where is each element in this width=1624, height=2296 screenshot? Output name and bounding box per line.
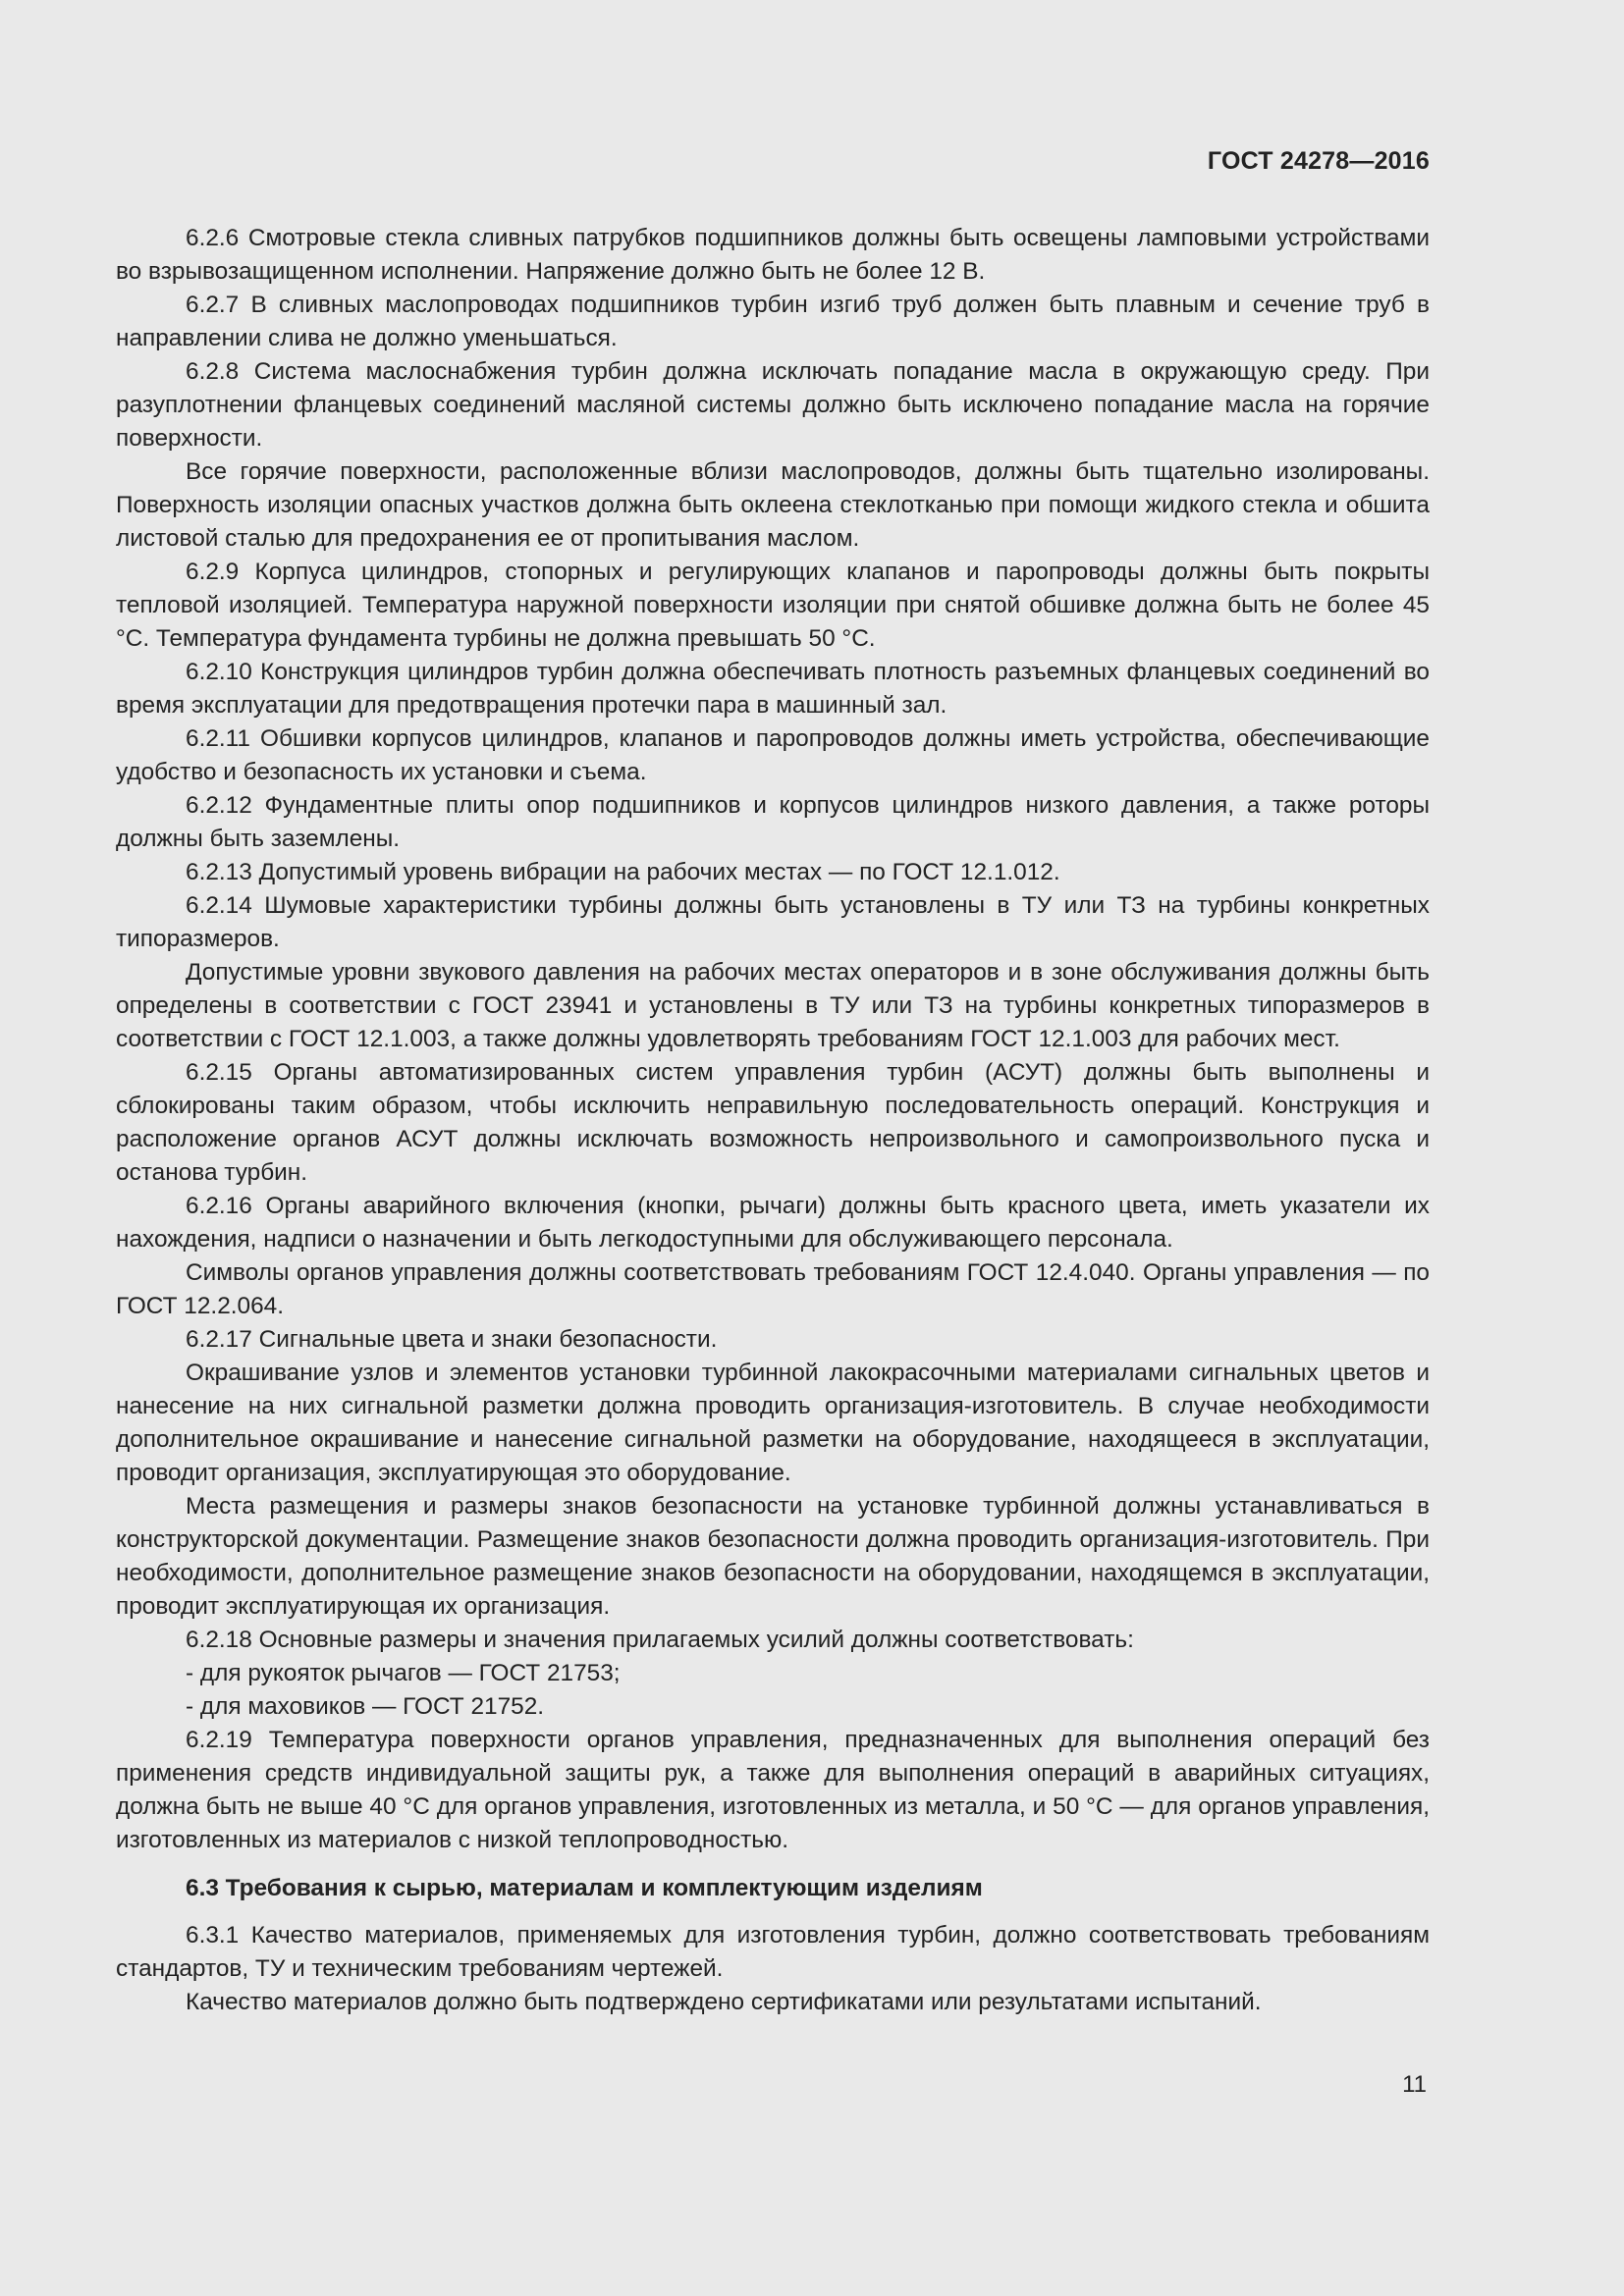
paragraph: 6.2.10 Конструкция цилиндров турбин должна обеспечивать плотность разъемных фланцевых соединений во время эксплуатации для предотвращения протечки пара в машинный зал. bbox=[116, 659, 1430, 719]
paragraph: Качество материалов должно быть подтверждено сертификатами или результатами испытаний. bbox=[186, 1989, 1262, 2015]
paragraph: 6.2.12 Фундаментные плиты опор подшипников и корпусов цилиндров низкого давления, а также роторы должны быть заземлены. bbox=[116, 792, 1430, 852]
paragraph: 6.2.19 Температура поверхности органов управления, предназначенных для выполнения операций без применения средств индивидуальной защиты рук, а также для выполнения операций в аварийных ситуациях, должна быть не выше 40 °С для органов управления, изготовленных из металла, и 50 °С — для органов управления, изготовленных из материалов с низкой теплопроводностью. bbox=[116, 1727, 1430, 1853]
document-body bbox=[116, 222, 1430, 2019]
page-number: 11 bbox=[1402, 2071, 1427, 2098]
paragraph: Окрашивание узлов и элементов установки турбинной лакокрасочными материалами сигнальных цветов и нанесение на них сигнальной разметки должна проводить организация-изготовитель. В случае необходимости дополнительное окрашивание и нанесение сигнальной разметки на оборудование, находящееся в эксплуатации, проводит организация, эксплуатирующая это оборудование. bbox=[116, 1360, 1430, 1486]
list-item: - для рукояток рычагов — ГОСТ 21753; bbox=[186, 1660, 621, 1686]
document-code-header: ГОСТ 24278—2016 bbox=[1207, 147, 1430, 175]
paragraph: 6.2.14 Шумовые характеристики турбины должны быть установлены в ТУ или ТЗ на турбины конкретных типоразмеров. bbox=[116, 892, 1430, 952]
paragraph: 6.2.18 Основные размеры и значения прилагаемых усилий должны соответствовать: bbox=[186, 1627, 1134, 1653]
paragraph: Места размещения и размеры знаков безопасности на установке турбинной должны устанавливаться в конструкторской документации. Размещение знаков безопасности должна проводить организация-изготовитель. При необходимости, дополнительное размещение знаков безопасности на оборудовании, находящемся в эксплуатации, проводит эксплуатирующая их организация. bbox=[116, 1493, 1430, 1620]
paragraph: 6.3.1 Качество материалов, применяемых для изготовления турбин, должно соответствовать требованиям стандартов, ТУ и техническим требованиям чертежей. bbox=[116, 1922, 1430, 1982]
paragraph: 6.2.8 Система маслоснабжения турбин должна исключать попадание масла в окружающую среду. При разуплотнении фланцевых соединений масляной системы должно быть исключено попадание масла на горячие поверхности. bbox=[116, 358, 1430, 452]
paragraph: 6.2.7 В сливных маслопроводах подшипников турбин изгиб труб должен быть плавным и сечение труб в направлении слива не должно уменьшаться. bbox=[116, 292, 1430, 351]
section-heading: 6.3 Требования к сырью, материалам и комплектующим изделиям bbox=[186, 1875, 983, 1901]
paragraph: 6.2.11 Обшивки корпусов цилиндров, клапанов и паропроводов должны иметь устройства, обеспечивающие удобство и безопасность их установки и съема. bbox=[116, 725, 1430, 785]
paragraph: Символы органов управления должны соответствовать требованиям ГОСТ 12.4.040. Органы управления — по ГОСТ 12.2.064. bbox=[116, 1259, 1430, 1319]
paragraph: 6.2.16 Органы аварийного включения (кнопки, рычаги) должны быть красного цвета, иметь указатели их нахождения, надписи о назначении и быть легкодоступными для обслуживающего персонала. bbox=[116, 1193, 1430, 1253]
paragraph: 6.2.15 Органы автоматизированных систем управления турбин (АСУТ) должны быть выполнены и сблокированы таким образом, чтобы исключить неправильную последовательность операций. Конструкция и расположение органов АСУТ должны исключать возможность непроизвольного и самопроизвольного пуска и останова турбин. bbox=[116, 1059, 1430, 1186]
paragraph: 6.2.6 Смотровые стекла сливных патрубков подшипников должны быть освещены ламповыми устройствами во взрывозащищенном исполнении. Напряжение должно быть не более 12 В. bbox=[116, 225, 1430, 285]
paragraph: Все горячие поверхности, расположенные вблизи маслопроводов, должны быть тщательно изолированы. Поверхность изоляции опасных участков должна быть оклеена стеклотканью при помощи жидкого стекла и обшита листовой сталью для предохранения ее от пропитывания маслом. bbox=[116, 458, 1430, 552]
paragraph: Допустимые уровни звукового давления на рабочих местах операторов и в зоне обслуживания должны быть определены в соответствии с ГОСТ 23941 и установлены в ТУ или ТЗ на турбины конкретных типоразмеров в соответствии с ГОСТ 12.1.003, а также должны удовлетворять требованиям ГОСТ 12.1.003 для рабочих мест. bbox=[116, 959, 1430, 1052]
list-item: - для маховиков — ГОСТ 21752. bbox=[186, 1693, 545, 1720]
paragraph: 6.2.9 Корпуса цилиндров, стопорных и регулирующих клапанов и паропроводы должны быть покрыты тепловой изоляцией. Температура наружной поверхности изоляции при снятой обшивке должна быть не более 45 °С. Температура фундамента турбины не должна превышать 50 °С. bbox=[116, 559, 1430, 652]
paragraph: 6.2.13 Допустимый уровень вибрации на рабочих местах — по ГОСТ 12.1.012. bbox=[186, 859, 1060, 885]
paragraph: 6.2.17 Сигнальные цвета и знаки безопасности. bbox=[186, 1326, 718, 1353]
